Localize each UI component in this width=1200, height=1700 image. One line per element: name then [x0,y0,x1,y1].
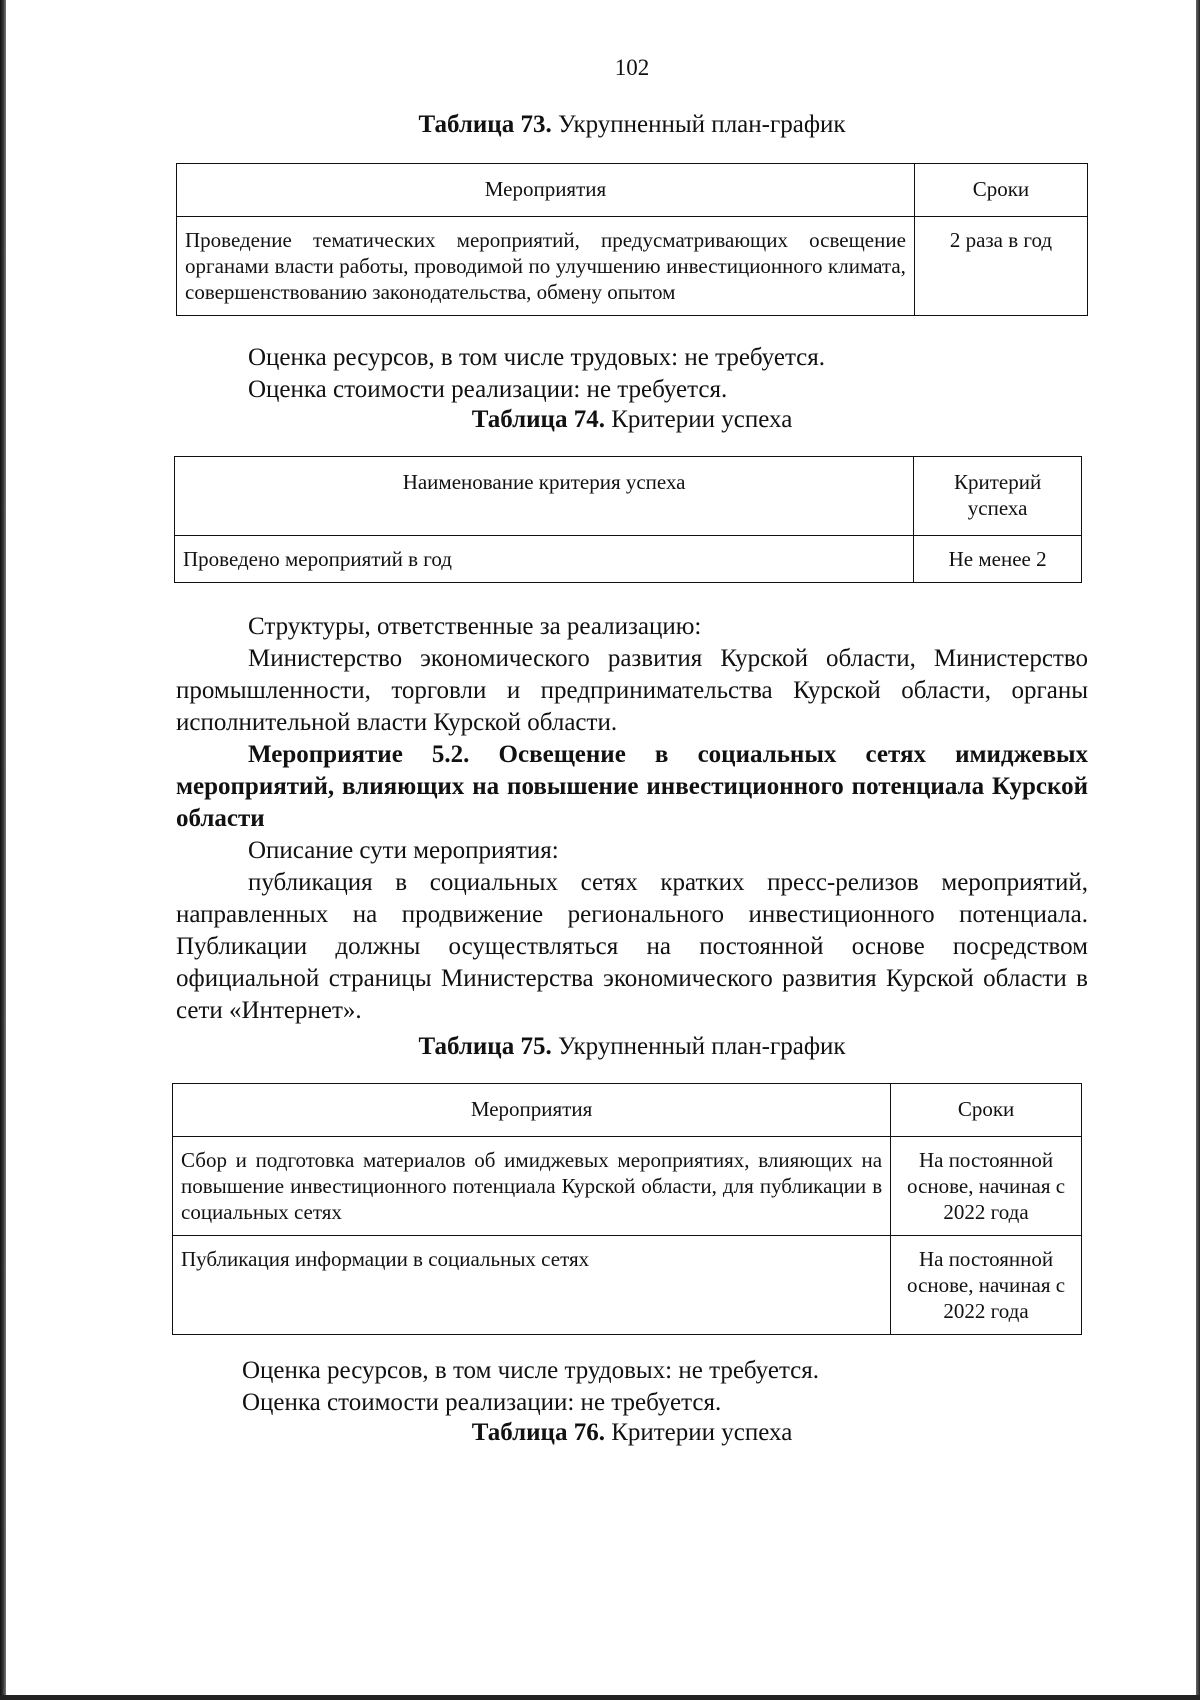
table-73-header-events: Мероприятия [177,164,915,217]
scan-edge-left [0,0,6,1700]
cost-estimate: Оценка стоимости реализации: не требуется. [242,1389,722,1416]
table-75-header-row [173,1084,1082,1137]
table-75-cell-deadline: На постоянной основе, начиная с 2022 года [891,1137,1082,1236]
measure-title: Мероприятие 5.2. Освещение в социальных сетях имиджевых мероприятий, влияющих на повышение инвестиционного потенциала Курской области [176,741,1088,832]
table-76-caption-title: Критерии успеха [604,1419,793,1446]
table-73-header-row [177,164,1088,217]
scan-edge-right [1196,0,1200,1700]
table-row [177,217,1088,316]
table-73-cell-event: Проведение тематических мероприятий, предусматривающих освещение органами власти работы, проводимой по улучшению инвестиционного климата, совершенствованию законодательства, обмену опытом [177,217,915,316]
table-75-cell-event: Сбор и подготовка материалов об имиджевых мероприятиях, влияющих на повышение инвестиционного потенциала Курской области, для публикации в социальных сетях [173,1137,891,1236]
responsible-heading: Структуры, ответственные за реализацию: [248,613,702,640]
measure-description-heading: Описание сути мероприятия: [248,837,559,864]
table-row [175,536,1082,583]
table-74-cell-criterion-value: Не менее 2 [914,536,1082,583]
document-page [176,55,1088,1447]
table-row [173,1137,1082,1236]
table-73-caption-number: Таблица 73. [418,111,552,138]
table-73-header-deadlines: Сроки [914,164,1087,217]
scan-edge-bottom [0,1695,1200,1700]
table-74-header-criterion: Критерий успеха [914,457,1082,536]
table-75-cell-event: Публикация информации в социальных сетях [173,1236,891,1335]
table-73 [176,163,1088,316]
responsible-text: Министерство экономического развития Курской области, Министерство промышленности, торговли и предпринимательства Курской области, органы исполнительной власти Курской области. [176,645,1088,736]
table-75-header-events: Мероприятия [173,1084,891,1137]
table-74-caption [176,406,1088,434]
table-74-caption-number: Таблица 74. [471,406,605,433]
table-75-cell-deadline: На постоянной основе, начиная с 2022 года [891,1236,1082,1335]
table-74-header-row [175,457,1082,536]
table-74-cell-criterion-name: Проведено мероприятий в год [175,536,914,583]
resources-estimate: Оценка ресурсов, в том числе трудовых: не требуется. [248,344,826,371]
table-74-header-criterion-name: Наименование критерия успеха [175,457,914,536]
table-75-caption-title: Укрупненный план-график [551,1033,846,1060]
table-73-caption-title: Укрупненный план-график [551,111,846,138]
table-74-caption-title: Критерии успеха [604,406,793,433]
table-76-caption-number: Таблица 76. [471,1419,605,1446]
cost-estimate: Оценка стоимости реализации: не требуется. [248,376,728,403]
page-number: 102 [614,55,650,80]
table-76-caption [176,1419,1088,1447]
table-row [173,1236,1082,1335]
table-75 [172,1083,1082,1335]
table-74 [174,456,1082,583]
resources-estimate: Оценка ресурсов, в том числе трудовых: не требуется. [242,1357,820,1384]
table-75-caption-number: Таблица 75. [418,1033,552,1060]
table-75-caption [176,1033,1088,1061]
table-73-cell-deadline: 2 раза в год [914,217,1087,316]
measure-description-text: публикация в социальных сетях кратких пресс-релизов мероприятий, направленных на продвижение регионального инвестиционного потенциала. Публикации должны осуществляться на постоянной основе посредством официальной страницы Министерства экономического развития Курской области в сети «Интернет». [176,869,1088,1024]
table-73-caption [176,111,1088,139]
table-75-header-deadlines: Сроки [891,1084,1082,1137]
